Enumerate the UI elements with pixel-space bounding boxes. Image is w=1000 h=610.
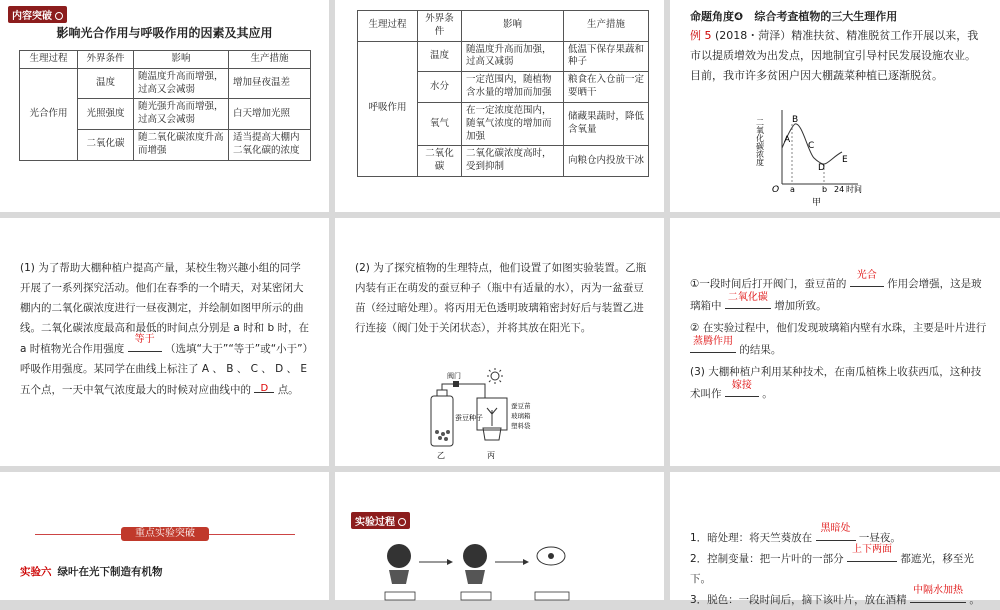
potted-plant-covered	[463, 544, 487, 584]
effect-cell: 一定范围内，随植物含水量的增加而加强	[462, 72, 564, 103]
co2-curve-graph	[755, 108, 868, 210]
sun-icon	[491, 372, 499, 380]
seed	[438, 436, 442, 440]
slide-photosynthesis-table[interactable]	[0, 0, 329, 212]
answer-blank[interactable]	[128, 334, 162, 352]
valve-label: 阀门	[447, 372, 461, 380]
leaf-cluster	[463, 544, 487, 568]
experiment-number: 实验六	[20, 566, 52, 578]
question-text: 的结果。	[739, 344, 782, 356]
content-tag: 内容突破	[8, 6, 67, 23]
header-cell: 外界条件	[418, 11, 462, 42]
answer-blank[interactable]	[725, 380, 759, 397]
condition-cell: 水分	[418, 72, 462, 103]
step-text: 一昼夜。	[858, 532, 901, 544]
condition-cell: 温度	[418, 41, 462, 72]
answers-paragraph	[690, 270, 990, 405]
process-cell: 光合作用	[20, 68, 78, 160]
point-e: E	[842, 155, 848, 165]
header-cell: 影响	[134, 51, 229, 69]
arrow-head-icon	[523, 559, 529, 565]
procedure-tag: 实验过程	[351, 512, 410, 529]
measure-cell: 白天增加光照	[229, 99, 311, 130]
answer-blank[interactable]	[254, 379, 274, 393]
bottle-yi-label: 乙	[437, 451, 445, 460]
question-text: (3) 大棚种植户利用某种技术，在南瓜植株上收获西瓜，这种技术叫作	[690, 366, 982, 400]
question-text: 作用会增强，这是玻璃箱中	[690, 278, 982, 312]
answer-text: 嫁接	[731, 380, 752, 391]
tick-b: b	[822, 185, 828, 194]
question-text: 。	[762, 388, 773, 400]
caption-box	[535, 592, 569, 600]
slide-title: 影响光合作用与呼吸作用的因素及其应用	[56, 26, 273, 40]
measure-cell: 储藏果蔬时，降低含氧量	[564, 102, 649, 145]
caption-box	[461, 592, 491, 600]
graph-caption: 甲	[812, 198, 822, 208]
apparatus-diagram	[425, 368, 555, 460]
measure-cell: 增加昼夜温差	[229, 68, 311, 99]
answer-text: 光合	[856, 270, 877, 281]
table-header-row	[358, 11, 649, 42]
bottle-yi	[431, 396, 453, 446]
slide-question-1[interactable]	[0, 218, 329, 466]
answer-text: 中隔水加热	[913, 585, 964, 596]
slide-steps[interactable]	[670, 472, 1000, 606]
question-1-paragraph	[20, 258, 310, 400]
header-cell: 生产措施	[229, 51, 311, 69]
example-paragraph	[690, 26, 986, 86]
table-row	[358, 41, 649, 72]
slide-key-experiment[interactable]	[0, 472, 329, 600]
question-text: （选填“大于”“等于”或“小于”）呼吸作用强度。某同学在曲线上标注了 A 、 B 、 C 、 D 、 E 五个点，一天中氧气浓度最大的时候对应曲线中的	[20, 343, 308, 396]
steps-paragraph	[690, 523, 990, 610]
question-heading: 命题角度❹ 综合考查植物的三大生理作用	[690, 10, 898, 23]
example-label: 例 5	[690, 29, 712, 42]
answer-blank[interactable]	[725, 292, 771, 309]
example-text: (2018・菏泽）精准扶贫、精准脱贫工作开展以来，我市以提质增效为出发点，因地制宜引导村民发展设施农业。目前，我市许多贫困户因大棚蔬菜种植已逐渐脱贫。	[690, 29, 979, 82]
answer-text: D	[260, 383, 269, 394]
answer-text: 等于	[134, 334, 155, 345]
slide-respiration-table[interactable]	[335, 0, 664, 212]
effect-cell: 在一定浓度范围内，随氧气浓度的增加而加强	[462, 102, 564, 145]
header-cell: 生产措施	[564, 11, 649, 42]
seed	[444, 437, 448, 441]
header-cell: 外界条件	[78, 51, 134, 69]
condition-cell: 温度	[78, 68, 134, 99]
condition-cell: 二氧化碳	[418, 146, 462, 177]
question-2-paragraph: (2) 为了探究植物的生理特点，他们设置了如图实验装置。乙瓶内装有正在萌发的蚕豆种子（瓶中有适量的水），丙为一盆蚕豆苗（经过暗处理）。将丙用无色透明玻璃箱密封好后与装置乙进行连接（阀门处于关闭状态），并将其放在阳光下。	[355, 262, 647, 334]
question-text: ② 在实验过程中，他们发现玻璃箱内壁有水珠，主要是叶片进行	[690, 322, 987, 334]
seed	[441, 432, 445, 436]
slide-answers[interactable]	[670, 218, 1000, 466]
plant-pot	[389, 570, 409, 584]
question-text: (1) 为了帮助大棚种植户提高产量，某校生物兴趣小组的同学开展了一系列探究活动。他们在春季的一个晴天，对某密闭大棚内的二氧化碳浓度进行一昼夜测定，并绘制如图甲所示的曲线。二氧化碳浓度最高和最低的时间点分别是 a 时和 b 时，在 a 时植物光合作用强度	[20, 262, 309, 355]
process-cell: 呼吸作用	[358, 41, 418, 176]
step-text: 2．控制变量：把一片叶的一部分	[690, 553, 844, 565]
arrow-head-icon	[447, 559, 453, 565]
y-axis-label: 二氧化碳浓度	[755, 118, 765, 166]
question-text: 点。	[277, 384, 299, 396]
leaf-center	[548, 553, 554, 559]
answer-blank[interactable]	[910, 585, 966, 603]
point-a: A	[784, 135, 791, 145]
bean-seedling	[487, 408, 497, 426]
answer-text: 二氧化碳	[727, 292, 768, 303]
point-b: B	[792, 115, 799, 125]
key-experiment-banner	[35, 527, 295, 541]
condition-cell: 二氧化碳	[78, 130, 134, 161]
tick-24: 24	[834, 185, 845, 194]
answer-text: 黑暗处	[820, 523, 851, 534]
legend-seedling: 蚕豆苗	[511, 402, 531, 410]
answer-blank[interactable]	[850, 270, 884, 287]
condition-cell: 氧气	[418, 102, 462, 145]
effect-cell: 二氧化碳浓度高时，受到抑制	[462, 146, 564, 177]
measure-cell: 向粮仓内投放干冰	[564, 146, 649, 177]
slide-example-5[interactable]	[670, 0, 1000, 212]
bottle-neck	[437, 390, 447, 396]
question-text: ①一段时间后打开阀门，蚕豆苗的	[690, 278, 847, 290]
point-c: C	[808, 141, 815, 151]
legend-plastic-bag: 塑料袋	[511, 422, 531, 430]
device-bing-label: 丙	[487, 451, 495, 460]
factors-table	[19, 50, 311, 161]
point-d: D	[818, 163, 825, 173]
plant-pot	[465, 570, 485, 584]
header-cell: 生理过程	[358, 11, 418, 42]
sun-rays	[487, 368, 503, 384]
answer-text: 上下两面	[852, 544, 893, 555]
seed	[446, 430, 450, 434]
respiration-table	[357, 10, 649, 177]
origin-label: O	[772, 185, 780, 195]
effect-cell: 随光强升高而增强，过高又会减弱	[134, 99, 229, 130]
answer-blank[interactable]	[816, 523, 856, 541]
experiment-name: 绿叶在光下制造有机物	[57, 566, 163, 578]
caption-box	[385, 592, 415, 600]
table-header-row	[20, 51, 311, 69]
procedure-illustration	[375, 542, 575, 600]
effect-cell: 随二氧化碳浓度升高而增强	[134, 130, 229, 161]
step-text: 。	[969, 594, 980, 606]
measure-cell: 适当提高大棚内二氧化碳的浓度	[229, 130, 311, 161]
condition-cell: 光照强度	[78, 99, 134, 130]
question-text: 增加所致。	[774, 300, 827, 312]
x-axis-label: 时间	[846, 185, 862, 194]
potted-plant-dark	[387, 544, 411, 584]
tick-a: a	[790, 185, 795, 194]
banner-label: 重点实验突破	[121, 527, 209, 541]
header-cell: 影响	[462, 11, 564, 42]
answer-text: 蒸腾作用	[693, 336, 733, 347]
valve-icon	[453, 381, 459, 387]
measure-cell: 低温下保存果蔬和种子	[564, 41, 649, 72]
slide-question-2[interactable]	[335, 218, 664, 466]
effect-cell: 随温度升高而加强，过高又减弱	[462, 41, 564, 72]
slide-procedure[interactable]	[335, 472, 664, 600]
seeds-label: 蚕豆种子	[455, 414, 483, 422]
legend-glass-box: 玻璃箱	[511, 412, 531, 420]
header-cell: 生理过程	[20, 51, 78, 69]
seed	[435, 430, 439, 434]
step-text: 3．脱色：一段时间后，摘下该叶片，放在酒精	[690, 594, 907, 606]
experiment-title	[20, 564, 163, 579]
step-text: 都遮光，移至光下。	[690, 553, 974, 585]
table-row	[20, 68, 311, 99]
effect-cell: 随温度升高而增强，过高又会减弱	[134, 68, 229, 99]
leaf-cluster	[387, 544, 411, 568]
answer-blank[interactable]	[847, 544, 897, 562]
step-text: 1．暗处理：将天竺葵放在	[690, 532, 813, 544]
detached-leaf	[537, 547, 565, 565]
measure-cell: 粮食在入仓前一定要晒干	[564, 72, 649, 103]
answer-blank[interactable]	[690, 336, 736, 353]
